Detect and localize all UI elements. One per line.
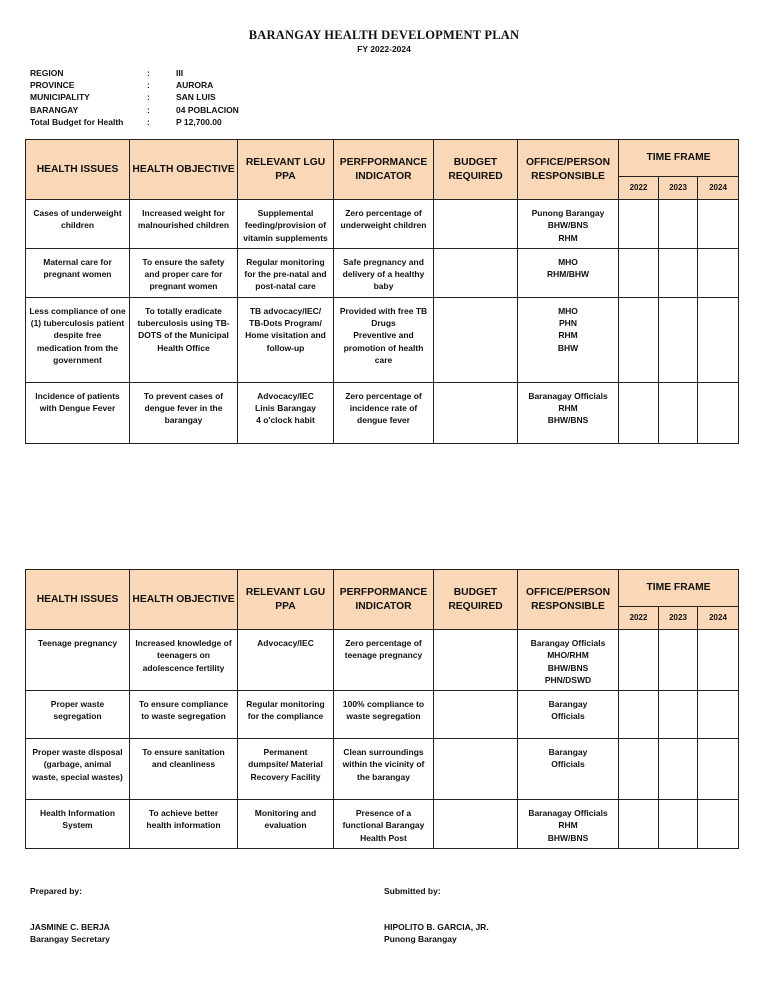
cell-year-2023 xyxy=(659,248,698,297)
cell-year-2023 xyxy=(659,739,698,800)
cell-lgu-ppa: Permanent dumpsite/ Material Recovery Facility xyxy=(238,739,334,800)
info-value: SAN LUIS xyxy=(176,92,216,103)
info-row-province xyxy=(30,79,239,91)
cell-health-issue: Health Information System xyxy=(26,800,130,849)
cell-year-2022 xyxy=(619,739,659,800)
info-value: P 12,700.00 xyxy=(176,116,222,127)
table-row xyxy=(26,630,739,691)
cell-health-objective: Increased knowledge of teenagers on adolescence fertility xyxy=(130,630,238,691)
table-row xyxy=(26,248,739,297)
cell-budget-required xyxy=(434,248,518,297)
cell-health-objective: To ensure sanitation and cleanliness xyxy=(130,739,238,800)
cell-year-2022 xyxy=(619,382,659,443)
table-row xyxy=(26,297,739,382)
cell-year-2024 xyxy=(698,691,739,739)
cell-budget-required xyxy=(434,800,518,849)
col-header-performance-indicator: PERFPORMANCE INDICATOR xyxy=(334,140,434,200)
col-header-year-2022: 2022 xyxy=(619,607,659,630)
cell-health-issue: Proper waste segregation xyxy=(26,691,130,739)
table-row xyxy=(26,739,739,800)
cell-office-responsible: Barangay Officials xyxy=(518,691,619,739)
prepared-by-title: Barangay Secretary xyxy=(30,933,110,944)
prepared-by-block xyxy=(30,922,110,945)
info-separator: : xyxy=(147,80,150,91)
cell-budget-required xyxy=(434,382,518,443)
cell-year-2022 xyxy=(619,800,659,849)
cell-health-objective: To ensure the safety and proper care for pregnant women xyxy=(130,248,238,297)
cell-performance-indicator: 100% compliance to waste segregation xyxy=(334,691,434,739)
prepared-by-name: JASMINE C. BERJA xyxy=(30,922,110,932)
info-label: BARANGAY xyxy=(30,104,79,115)
info-label: MUNICIPALITY xyxy=(30,92,90,103)
cell-office-responsible: MHO RHM/BHW xyxy=(518,248,619,297)
cell-health-issue: Incidence of patients with Dengue Fever xyxy=(26,382,130,443)
cell-lgu-ppa: Supplemental feeding/provision of vitamin supplements xyxy=(238,200,334,249)
cell-health-objective: To achieve better health information xyxy=(130,800,238,849)
cell-lgu-ppa: TB advocacy/IEC/ TB-Dots Program/ Home visitation and follow-up xyxy=(238,297,334,382)
col-header-year-2022: 2022 xyxy=(619,177,659,200)
cell-performance-indicator: Safe pregnancy and delivery of a healthy baby xyxy=(334,248,434,297)
cell-budget-required xyxy=(434,297,518,382)
cell-health-objective: To totally eradicate tuberculosis using TB- DOTS of the Municipal Health Office xyxy=(130,297,238,382)
submitted-by-block xyxy=(384,922,489,945)
cell-budget-required xyxy=(434,739,518,800)
table-row xyxy=(26,800,739,849)
prepared-by-label: Prepared by: xyxy=(30,886,82,896)
col-header-office-responsible: OFFICE/PERSON RESPONSIBLE xyxy=(518,140,619,200)
info-label: REGION xyxy=(30,68,64,78)
table-row xyxy=(26,382,739,443)
document-title: BARANGAY HEALTH DEVELOPMENT PLAN xyxy=(248,28,520,42)
cell-budget-required xyxy=(434,200,518,249)
info-separator: : xyxy=(147,104,150,115)
cell-office-responsible: Punong Barangay BHW/BNS RHM xyxy=(518,200,619,249)
cell-year-2023 xyxy=(659,630,698,691)
info-separator: : xyxy=(147,68,150,78)
col-header-year-2024: 2024 xyxy=(698,607,739,630)
col-header-year-2023: 2023 xyxy=(659,177,698,200)
col-header-year-2023: 2023 xyxy=(659,607,698,630)
submitted-by-label: Submitted by: xyxy=(384,886,441,896)
cell-year-2024 xyxy=(698,800,739,849)
col-header-health-issues: HEALTH ISSUES xyxy=(26,140,130,200)
cell-performance-indicator: Clean surroundings within the vicinity of the barangay xyxy=(334,739,434,800)
col-header-health-issues: HEALTH ISSUES xyxy=(26,570,130,630)
col-header-relevant-lgu-ppa: RELEVANT LGU PPA xyxy=(238,570,334,630)
col-header-relevant-lgu-ppa: RELEVANT LGU PPA xyxy=(238,140,334,200)
col-header-time-frame: TIME FRAME xyxy=(619,140,739,177)
cell-health-objective: To ensure compliance to waste segregation xyxy=(130,691,238,739)
cell-performance-indicator: Zero percentage of incidence rate of dengue fever xyxy=(334,382,434,443)
cell-year-2023 xyxy=(659,200,698,249)
cell-budget-required xyxy=(434,691,518,739)
col-header-year-2024: 2024 xyxy=(698,177,739,200)
cell-health-objective: To prevent cases of dengue fever in the barangay xyxy=(130,382,238,443)
cell-budget-required xyxy=(434,630,518,691)
cell-health-issue: Cases of underweight children xyxy=(26,200,130,249)
info-value: III xyxy=(176,68,184,78)
info-row-region xyxy=(30,67,239,79)
cell-performance-indicator: Presence of a functional Barangay Health Post xyxy=(334,800,434,849)
col-header-health-objective: HEALTH OBJECTIVE xyxy=(130,570,238,630)
cell-health-issue: Maternal care for pregnant women xyxy=(26,248,130,297)
cell-year-2022 xyxy=(619,297,659,382)
cell-year-2024 xyxy=(698,382,739,443)
cell-office-responsible: MHO PHN RHM BHW xyxy=(518,297,619,382)
table-row xyxy=(26,691,739,739)
cell-year-2022 xyxy=(619,248,659,297)
cell-year-2024 xyxy=(698,200,739,249)
cell-performance-indicator: Zero percentage of teenage pregnancy xyxy=(334,630,434,691)
cell-year-2022 xyxy=(619,200,659,249)
cell-year-2024 xyxy=(698,739,739,800)
col-header-performance-indicator: PERFPORMANCE INDICATOR xyxy=(334,570,434,630)
cell-performance-indicator: Provided with free TB Drugs Preventive and promotion of health care xyxy=(334,297,434,382)
health-plan-table-1 xyxy=(25,139,739,444)
table-row xyxy=(26,200,739,249)
cell-year-2022 xyxy=(619,630,659,691)
info-value: AURORA xyxy=(176,80,214,91)
cell-lgu-ppa: Advocacy/IEC Linis Barangay 4 o'clock habit xyxy=(238,382,334,443)
info-label: PROVINCE xyxy=(30,80,75,91)
cell-health-issue: Proper waste disposal (garbage, animal waste, special wastes) xyxy=(26,739,130,800)
cell-office-responsible: Baranagay Officials RHM BHW/BNS xyxy=(518,800,619,849)
cell-office-responsible: Barangay Officials MHO/RHM BHW/BNS PHN/DSWD xyxy=(518,630,619,691)
submitted-by-title: Punong Barangay xyxy=(384,933,457,944)
col-header-health-objective: HEALTH OBJECTIVE xyxy=(130,140,238,200)
cell-office-responsible: Barangay Officials xyxy=(518,739,619,800)
info-row-municipality xyxy=(30,91,239,103)
cell-lgu-ppa: Advocacy/IEC xyxy=(238,630,334,691)
submitted-by-name: HIPOLITO B. GARCIA, JR. xyxy=(384,922,489,932)
cell-health-issue: Less compliance of one (1) tuberculosis patient despite free medication from the government xyxy=(26,297,130,382)
cell-year-2024 xyxy=(698,248,739,297)
cell-year-2023 xyxy=(659,297,698,382)
cell-year-2022 xyxy=(619,691,659,739)
col-header-budget-required: BUDGET REQUIRED xyxy=(434,570,518,630)
cell-office-responsible: Baranagay Officials RHM BHW/BNS xyxy=(518,382,619,443)
info-label: Total Budget for Health xyxy=(30,116,124,127)
health-plan-table-2 xyxy=(25,569,739,849)
col-header-time-frame: TIME FRAME xyxy=(619,570,739,607)
document-subtitle: FY 2022-2024 xyxy=(357,44,411,54)
info-value: 04 POBLACION xyxy=(176,104,239,115)
cell-lgu-ppa: Regular monitoring for the pre-natal and post-natal care xyxy=(238,248,334,297)
cell-year-2023 xyxy=(659,691,698,739)
cell-performance-indicator: Zero percentage of underweight children xyxy=(334,200,434,249)
col-header-budget-required: BUDGET REQUIRED xyxy=(434,140,518,200)
cell-lgu-ppa: Regular monitoring for the compliance xyxy=(238,691,334,739)
cell-year-2023 xyxy=(659,800,698,849)
info-row-barangay xyxy=(30,104,239,116)
col-header-office-responsible: OFFICE/PERSON RESPONSIBLE xyxy=(518,570,619,630)
cell-year-2023 xyxy=(659,382,698,443)
cell-lgu-ppa: Monitoring and evaluation xyxy=(238,800,334,849)
info-separator: : xyxy=(147,92,150,103)
info-row-total-budget xyxy=(30,116,239,128)
cell-health-objective: Increased weight for malnourished children xyxy=(130,200,238,249)
info-separator: : xyxy=(147,116,150,127)
location-info xyxy=(30,67,239,128)
cell-health-issue: Teenage pregnancy xyxy=(26,630,130,691)
cell-year-2024 xyxy=(698,297,739,382)
cell-year-2024 xyxy=(698,630,739,691)
